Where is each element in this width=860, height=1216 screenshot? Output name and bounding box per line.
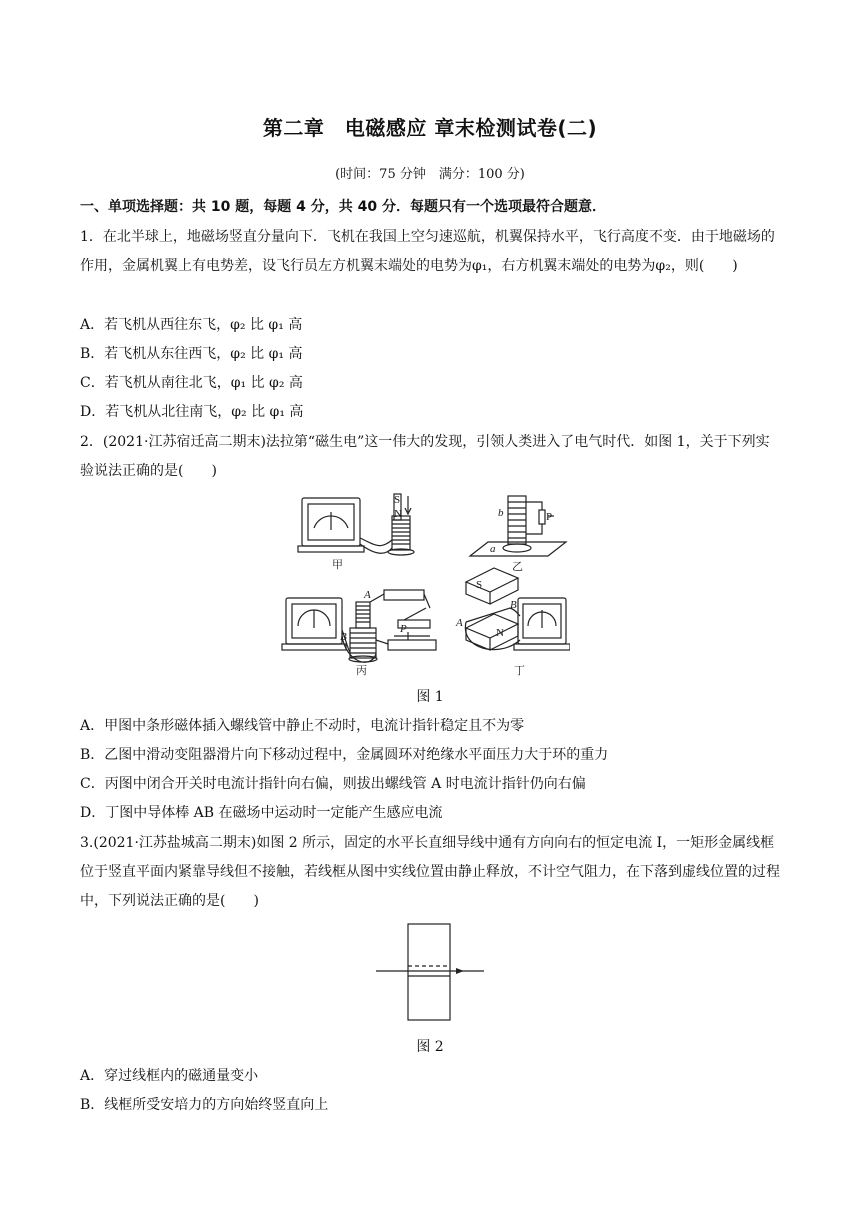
galvanometer-jia-icon <box>298 498 364 552</box>
current-arrow-icon <box>456 968 464 974</box>
label-s: S <box>394 494 401 506</box>
q1-option-b: B．若飞机从东往西飞，φ₂ 比 φ₁ 高 <box>80 346 303 362</box>
galvanometer-ding-icon <box>514 598 570 650</box>
label-jia: 甲 <box>332 558 343 571</box>
figure-1 <box>280 490 570 680</box>
section-heading: 一、单项选择题：共 10 题，每题 4 分，共 40 分．每题只有一个选项最符合题意． <box>80 199 606 215</box>
label-ding: 丁 <box>514 664 525 677</box>
label-n: N <box>394 508 402 520</box>
label-a-lower: a <box>490 543 496 555</box>
galvanometer-bing-icon <box>282 598 346 650</box>
q3-stem: 3.(2021·江苏盐城高二期末)如图 2 所示，固定的水平长直细导线中通有方向向右的恒定电流 I，一矩形金属线框位于竖直平面内紧靠导线但不接触，若线框从图中实线位置由静止释放，不计空气阻力，在下落到虚线位置的过程中，下列说法正确的是( ) <box>80 835 780 909</box>
figure-2-caption: 图 2 <box>416 1039 444 1055</box>
q2-option-c: C．丙图中闭合开关时电流计指针向右偏，则拔出螺线管 A 时电流计指针仍向右偏 <box>80 776 586 792</box>
rod-ab <box>466 608 510 622</box>
label-bing: 丙 <box>356 664 367 677</box>
label-yi: 乙 <box>512 560 523 573</box>
q3-option-b: B．线框所受安培力的方向始终竖直向上 <box>80 1097 329 1113</box>
frame-solid <box>408 924 450 1020</box>
figure-1-caption: 图 1 <box>416 689 444 705</box>
battery-icon <box>384 590 424 600</box>
label-rod-b: B <box>510 599 517 611</box>
coil-jia-icon <box>388 516 414 555</box>
label-p-bing: P <box>400 623 407 635</box>
solenoid-yi-icon <box>508 496 526 544</box>
label-rod-a: A <box>456 617 463 629</box>
figure-2 <box>370 918 490 1026</box>
label-coil-a: A <box>364 589 371 601</box>
label-p: P <box>546 511 553 523</box>
q2-option-a: A．甲图中条形磁体插入螺线管中静止不动时，电流计指针稳定且不为零 <box>80 718 525 734</box>
q1-option-c: C．若飞机从南往北飞，φ₁ 比 φ₂ 高 <box>80 375 303 391</box>
q2-stem: 2．(2021·江苏宿迁高二期末)法拉第“磁生电”这一伟大的发现，引领人类进入了电气时代．如图 1，关于下列实验说法正确的是( ) <box>80 434 770 479</box>
label-pole-n: N <box>496 627 504 639</box>
label-pole-s: S <box>476 579 483 591</box>
q2-option-b: B．乙图中滑动变阻器滑片向下移动过程中，金属圆环对绝缘水平面压力大于环的重力 <box>80 747 609 763</box>
q1-option-a: A．若飞机从西往东飞，φ₂ 比 φ₁ 高 <box>80 317 303 333</box>
q2-option-d: D．丁图中导体棒 AB 在磁场中运动时一定能产生感应电流 <box>80 805 443 821</box>
page-title: 第二章 电磁感应 章末检测试卷(二) <box>262 116 598 140</box>
metal-ring <box>503 544 531 552</box>
q1-stem: 1．在北半球上，地磁场竖直分量向下．飞机在我国上空匀速巡航，机翼保持水平，飞行高度不变．由于地磁场的作用，金属机翼上有电势差，设飞行员左方机翼末端处的电势为φ₁，右方机翼末端处的电势为φ₂，则( ) <box>80 229 775 274</box>
coil-a-icon <box>356 602 370 628</box>
label-b-lower: b <box>498 507 504 519</box>
q3-option-a: A．穿过线框内的磁通量变小 <box>80 1068 259 1084</box>
exam-meta: (时间：75 分钟 满分：100 分) <box>335 167 525 182</box>
label-coil-b: B <box>340 631 347 643</box>
rheostat-bing-icon <box>388 632 436 650</box>
q1-option-d: D．若飞机从北往南飞，φ₂ 比 φ₁ 高 <box>80 404 304 420</box>
